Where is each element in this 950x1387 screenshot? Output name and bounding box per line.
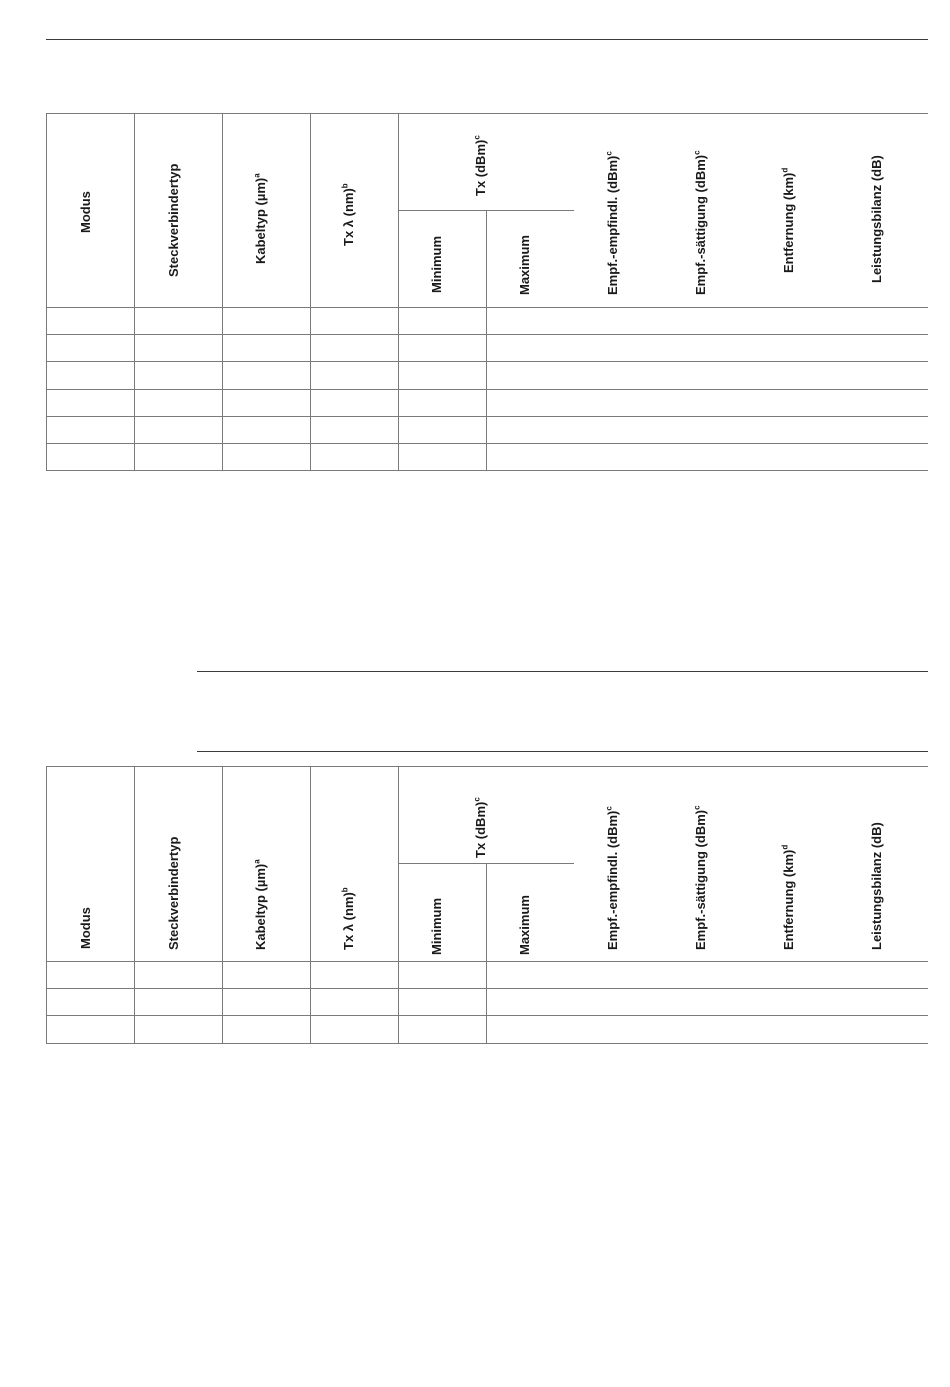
column-divider bbox=[310, 113, 311, 471]
header-bottom-line bbox=[46, 307, 928, 308]
header-empf-empfindl: Empf.-empfindl. (dBm)$^c$ bbox=[604, 151, 620, 295]
header-leistungsbilanz: Leistungsbilanz (dB) bbox=[869, 822, 884, 950]
table-row bbox=[46, 443, 928, 444]
column-divider bbox=[46, 766, 47, 1044]
header-modus: Modus bbox=[78, 191, 93, 233]
table-row bbox=[46, 334, 928, 335]
spec-table-2 bbox=[46, 766, 928, 1044]
column-divider bbox=[222, 766, 223, 1044]
table-row bbox=[46, 361, 928, 362]
table-border-top bbox=[46, 113, 928, 114]
header-steckverbindertyp: Steckverbindertyp bbox=[166, 163, 181, 277]
header-tx-lambda: Tx λ (nm)$^b$ bbox=[340, 183, 356, 246]
table-row bbox=[46, 389, 928, 390]
table-row bbox=[46, 988, 928, 989]
header-kabeltyp: Kabeltyp $(\mu m)^a$ bbox=[252, 173, 268, 264]
header-empf-saettigung: Empf.-sättigung (dBm)$^c$ bbox=[692, 150, 708, 295]
header-empf-saettigung: Empf.-sättigung (dBm)$^c$ bbox=[692, 805, 708, 950]
header-tx-dbm: Tx (dBm)$^c$ bbox=[472, 135, 488, 196]
column-divider bbox=[134, 766, 135, 1044]
column-divider bbox=[46, 113, 47, 471]
column-divider bbox=[486, 863, 487, 1044]
header-tx-lambda: Tx λ (nm)$^b$ bbox=[340, 887, 356, 950]
header-maximum: Maximum bbox=[517, 895, 532, 955]
header-kabeltyp: Kabeltyp $(\mu m)^a$ bbox=[252, 859, 268, 950]
header-minimum: Minimum bbox=[429, 897, 444, 955]
header-entfernung: Entfernung (km)$^d$ bbox=[780, 167, 796, 273]
column-divider bbox=[486, 210, 487, 471]
header-leistungsbilanz: Leistungsbilanz (dB) bbox=[869, 155, 884, 283]
column-divider bbox=[222, 113, 223, 471]
header-tx-dbm: Tx (dBm)$^c$ bbox=[472, 797, 488, 858]
table-border-top bbox=[46, 766, 928, 767]
column-divider bbox=[398, 766, 399, 1044]
column-divider bbox=[310, 766, 311, 1044]
header-bottom-line bbox=[46, 961, 928, 962]
spec-table-1 bbox=[46, 113, 928, 471]
header-entfernung: Entfernung (km)$^d$ bbox=[780, 844, 796, 950]
table-border-bottom bbox=[46, 470, 928, 471]
column-divider bbox=[134, 113, 135, 471]
header-maximum: Maximum bbox=[517, 235, 532, 295]
caption-rule-bottom bbox=[197, 751, 928, 752]
caption-rule-top bbox=[197, 671, 928, 672]
header-minimum: Minimum bbox=[429, 235, 444, 293]
header-empf-empfindl: Empf.-empfindl. (dBm)$^c$ bbox=[604, 806, 620, 950]
header-steckverbindertyp: Steckverbindertyp bbox=[166, 836, 181, 950]
table-row bbox=[46, 1015, 928, 1016]
table-border-bottom bbox=[46, 1043, 928, 1044]
table-row bbox=[46, 416, 928, 417]
header-modus: Modus bbox=[78, 907, 93, 949]
page-top-rule bbox=[46, 39, 928, 40]
column-divider bbox=[398, 113, 399, 471]
